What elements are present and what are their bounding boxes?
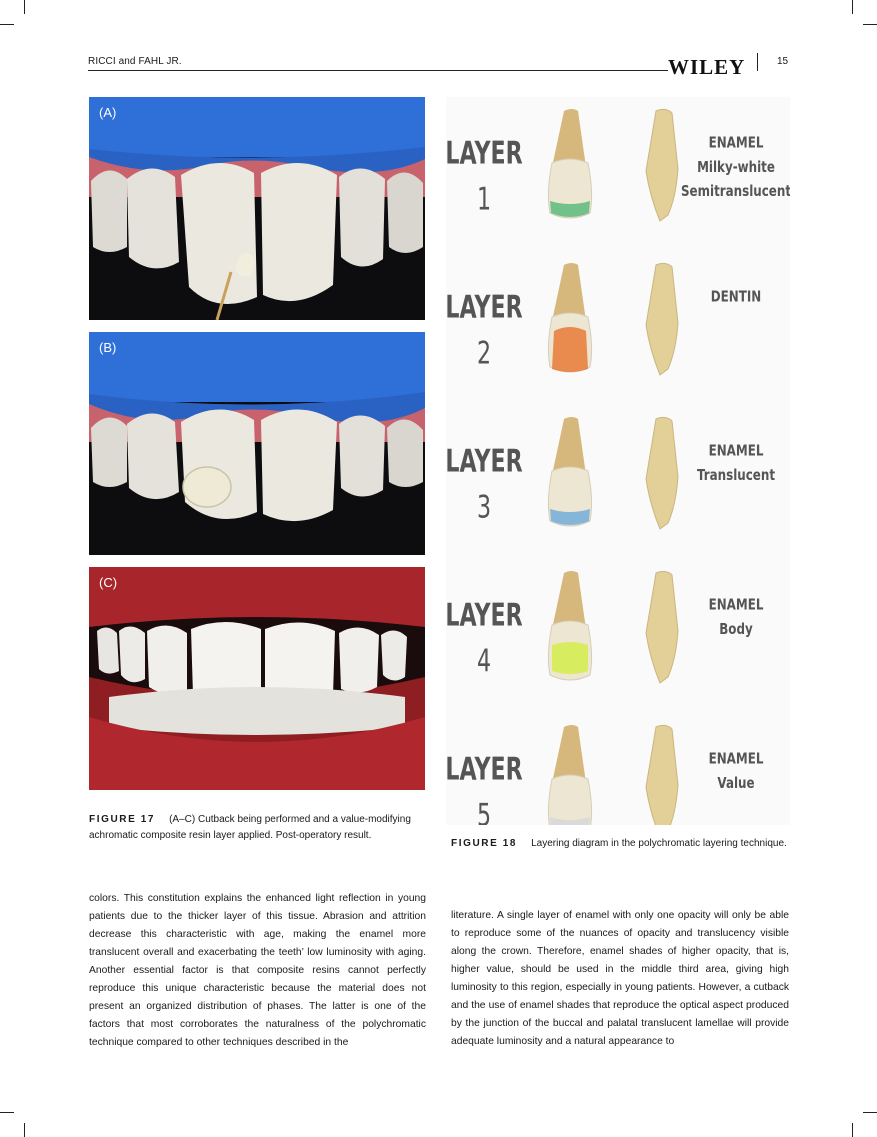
dental-photo-smile-result (89, 567, 425, 790)
layer-title: LAYER (446, 136, 523, 172)
layer-row (446, 263, 761, 375)
crop-mark (863, 24, 877, 25)
layer-number: 1 (476, 182, 492, 218)
figure17-panel-a (89, 97, 425, 320)
layer-diagram-svg (446, 97, 790, 825)
figure17-caption (89, 812, 425, 844)
layer-number: 4 (476, 644, 492, 680)
tooth-side-view (646, 417, 678, 529)
header-divider (757, 53, 758, 71)
layer-title: LAYER (446, 752, 523, 788)
crop-mark (0, 1112, 14, 1113)
panel-label: (A) (99, 105, 117, 120)
figure-label: FIGURE 18 (451, 838, 518, 849)
layer-description-line: Translucent (696, 466, 776, 485)
crop-mark (863, 1112, 877, 1113)
publisher-logo: WILEY (668, 55, 746, 79)
layer-title: LAYER (446, 444, 523, 480)
layer-description-line: ENAMEL (708, 596, 764, 615)
tooth-side-view (646, 725, 678, 825)
panel-label: (C) (99, 575, 118, 590)
layer-description-line: ENAMEL (708, 750, 764, 769)
layer-row (446, 109, 790, 221)
figure18-caption (451, 836, 787, 852)
running-head: RICCI and FAHL JR. (88, 56, 182, 67)
layer-description-line: Value (717, 774, 755, 793)
tooth-layer-highlight (552, 642, 588, 674)
caption-text: (A–C) Cutback being performed and a value-modifying achromatic composite resin layer applied. Post-operatory result. (89, 814, 411, 841)
layer-number: 3 (476, 490, 492, 526)
page-number: 15 (777, 56, 789, 67)
layer-description-line: Body (719, 620, 753, 639)
layer-description-line: ENAMEL (708, 134, 764, 153)
tooth-side-view (646, 263, 678, 375)
panel-label: (B) (99, 340, 117, 355)
layer-row (446, 417, 775, 529)
crop-mark (24, 0, 25, 14)
layer-description-line: Semitranslucent (680, 182, 790, 201)
layer-row (446, 571, 764, 683)
header-rule (88, 70, 668, 71)
layer-description-line: ENAMEL (708, 442, 764, 461)
layer-title: LAYER (446, 290, 523, 326)
dental-photo-resin-layer (89, 332, 425, 555)
tooth-crown (548, 775, 591, 825)
crop-mark (24, 1123, 25, 1137)
layer-number: 5 (476, 798, 492, 825)
tooth-side-view (646, 109, 678, 221)
crop-mark (852, 0, 853, 14)
body-text-left-column: colors. This constitution explains the enhanced light reflection in young patients due to the thicker layer of this tissue. Abrasion and attrition decrease this characteristic with age, making the enamel more translucent overall and exacerbating the teeth’ low luminosity with aging. Another essential factor is that composite resins cannot perfectly reproduce this unique characteristic because the material does not present an organized distribution of phases. The latter is one of the factors that most corroborates the naturalness of the polychromatic technique compared to other techniques described in the (89, 893, 426, 1048)
body-text-right-column: literature. A single layer of enamel with only one opacity will only be able to reproduce some of the nuances of opacity and translucency visible along the crown. Therefore, enamel shades of higher opacity, that is, higher value, should be used in the middle third area, giving high luminosity to this region, especially in young patients. However, a cutback and the use of enamel shades that reproduce the optical aspect produced by the junction of the buccal and palatal translucent lamellae will provide adequate luminosity and a natural appearance to (451, 910, 789, 1047)
caption-text: Layering diagram in the polychromatic layering technique. (531, 838, 787, 849)
tooth-layer-highlight (552, 327, 588, 372)
layer-description-line: DENTIN (710, 288, 762, 307)
dental-photo-cutback (89, 97, 425, 320)
crop-mark (852, 1123, 853, 1137)
figure18-layering-diagram (446, 97, 790, 825)
crop-mark (0, 24, 14, 25)
layer-title: LAYER (446, 598, 523, 634)
figure17-panel-b (89, 332, 425, 555)
figure-label: FIGURE 17 (89, 814, 156, 825)
layer-description-line: Milky-white (697, 158, 775, 177)
layer-number: 2 (476, 336, 492, 372)
figure17-panel-c (89, 567, 425, 790)
layer-row (446, 725, 764, 825)
tooth-side-view (646, 571, 678, 683)
